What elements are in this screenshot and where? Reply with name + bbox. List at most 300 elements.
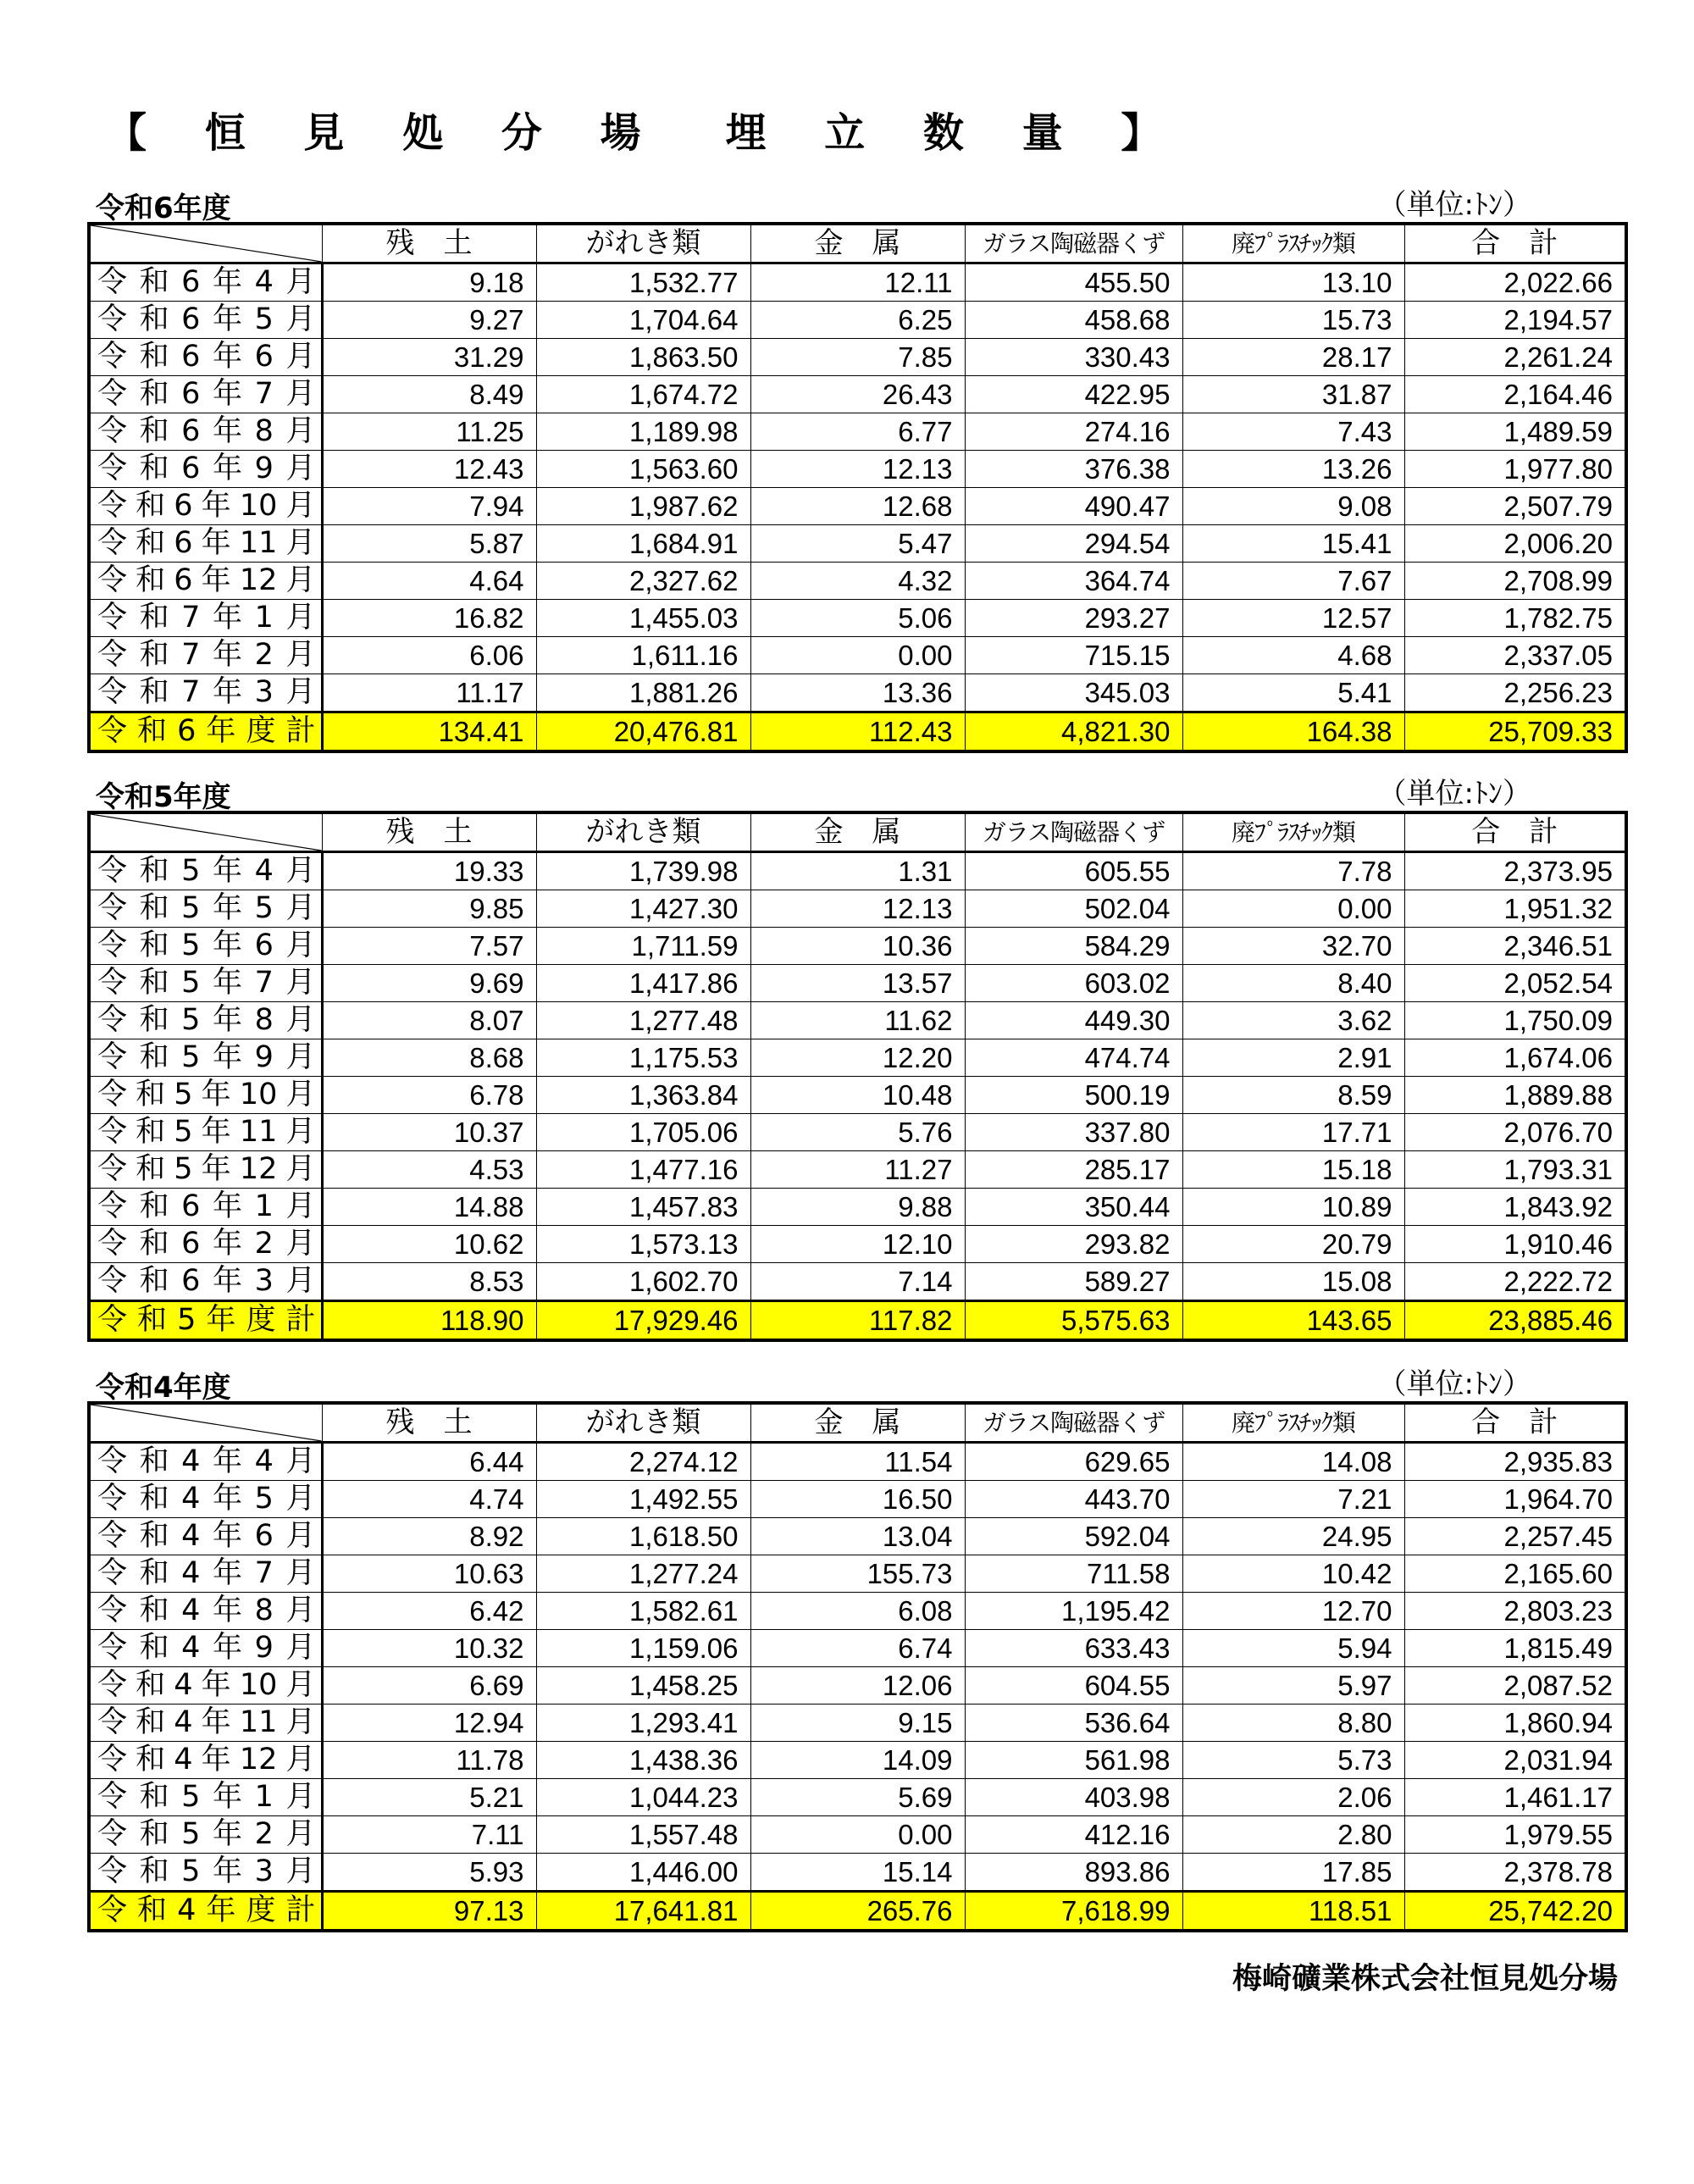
month-label: 令和5年3月: [89, 1854, 322, 1892]
month-label: 令和4年8月: [89, 1593, 322, 1630]
table-row: [89, 413, 1626, 451]
cell-value: 455.50: [965, 263, 1182, 302]
table-row: [89, 563, 1626, 600]
cell-value: 1,782.75: [1404, 600, 1626, 637]
cell-value: 1,489.59: [1404, 413, 1626, 451]
month-label: 令和7年2月: [89, 637, 322, 674]
cell-value: 6.77: [750, 413, 965, 451]
month-label: 令和4年6月: [89, 1518, 322, 1555]
cell-value: 8.59: [1182, 1077, 1404, 1114]
month-label: 令和7年3月: [89, 674, 322, 712]
landfill-table: [87, 1401, 1628, 1932]
section-header: [87, 1357, 1625, 1405]
table-row: [89, 263, 1626, 302]
table-row: [89, 1151, 1626, 1189]
landfill-table: [87, 811, 1628, 1342]
total-value: 25,742.20: [1404, 1892, 1626, 1932]
cell-value: 13.36: [750, 674, 965, 712]
table-row: [89, 1816, 1626, 1854]
table-row: [89, 1854, 1626, 1892]
cell-value: 376.38: [965, 451, 1182, 488]
cell-value: 1,044.23: [536, 1779, 750, 1816]
total-value: 164.38: [1182, 712, 1404, 752]
cell-value: 14.88: [322, 1189, 536, 1226]
landfill-table: [87, 222, 1628, 753]
total-value: 134.41: [322, 712, 536, 752]
month-label: 令和4年7月: [89, 1555, 322, 1593]
column-header: 金 属: [750, 812, 965, 852]
month-label: 令和4年10月: [89, 1667, 322, 1705]
total-value: 17,929.46: [536, 1301, 750, 1341]
cell-value: 403.98: [965, 1779, 1182, 1816]
cell-value: 7.94: [322, 488, 536, 525]
cell-value: 4.68: [1182, 637, 1404, 674]
month-label: 令和6年10月: [89, 488, 322, 525]
column-header: 廃ﾌﾟﾗｽﾁｯｸ類: [1182, 1403, 1404, 1443]
cell-value: 12.68: [750, 488, 965, 525]
cell-value: 589.27: [965, 1263, 1182, 1301]
fiscal-year-label: 令和6年度: [96, 191, 231, 225]
column-header: 残 土: [322, 224, 536, 263]
month-label: 令和5年11月: [89, 1114, 322, 1151]
section-header: [87, 767, 1625, 814]
column-header: 合 計: [1404, 1403, 1626, 1443]
month-label: 令和5年6月: [89, 928, 322, 965]
fiscal-year-label: 令和5年度: [96, 780, 231, 814]
column-header: 廃ﾌﾟﾗｽﾁｯｸ類: [1182, 812, 1404, 852]
cell-value: 1,438.36: [536, 1742, 750, 1779]
cell-value: 1,492.55: [536, 1481, 750, 1518]
month-label: 令和5年2月: [89, 1816, 322, 1854]
cell-value: 6.69: [322, 1667, 536, 1705]
cell-value: 1,674.06: [1404, 1039, 1626, 1077]
cell-value: 12.20: [750, 1039, 965, 1077]
column-header: がれき類: [536, 224, 750, 263]
cell-value: 10.48: [750, 1077, 965, 1114]
total-label: 令和4年度計: [89, 1892, 322, 1932]
cell-value: 11.54: [750, 1443, 965, 1481]
cell-value: 12.06: [750, 1667, 965, 1705]
header-row: [89, 1403, 1626, 1443]
table-row: [89, 1705, 1626, 1742]
total-value: 112.43: [750, 712, 965, 752]
table-row: [89, 1443, 1626, 1481]
cell-value: 8.68: [322, 1039, 536, 1077]
total-value: 118.51: [1182, 1892, 1404, 1932]
cell-value: 1,739.98: [536, 852, 750, 890]
total-value: 25,709.33: [1404, 712, 1626, 752]
column-header: 金 属: [750, 1403, 965, 1443]
column-header: がれき類: [536, 812, 750, 852]
cell-value: 1,881.26: [536, 674, 750, 712]
cell-value: 1,860.94: [1404, 1705, 1626, 1742]
table-row: [89, 339, 1626, 376]
cell-value: 7.67: [1182, 563, 1404, 600]
cell-value: 9.18: [322, 263, 536, 302]
cell-value: 12.10: [750, 1226, 965, 1263]
cell-value: 2,165.60: [1404, 1555, 1626, 1593]
cell-value: 1,618.50: [536, 1518, 750, 1555]
header-row: [89, 812, 1626, 852]
cell-value: 10.32: [322, 1630, 536, 1667]
cell-value: 715.15: [965, 637, 1182, 674]
total-value: 118.90: [322, 1301, 536, 1341]
table-row: [89, 1077, 1626, 1114]
month-label: 令和6年8月: [89, 413, 322, 451]
month-label: 令和4年9月: [89, 1630, 322, 1667]
cell-value: 1,477.16: [536, 1151, 750, 1189]
month-label: 令和4年11月: [89, 1705, 322, 1742]
cell-value: 711.58: [965, 1555, 1182, 1593]
cell-value: 2,327.62: [536, 563, 750, 600]
cell-value: 2,337.05: [1404, 637, 1626, 674]
cell-value: 8.92: [322, 1518, 536, 1555]
cell-value: 6.42: [322, 1593, 536, 1630]
cell-value: 350.44: [965, 1189, 1182, 1226]
cell-value: 16.50: [750, 1481, 965, 1518]
corner-cell: [89, 812, 322, 852]
column-header: 合 計: [1404, 812, 1626, 852]
cell-value: 7.78: [1182, 852, 1404, 890]
cell-value: 1,705.06: [536, 1114, 750, 1151]
cell-value: 2,803.23: [1404, 1593, 1626, 1630]
cell-value: 15.41: [1182, 525, 1404, 563]
cell-value: 15.08: [1182, 1263, 1404, 1301]
cell-value: 4.32: [750, 563, 965, 600]
cell-value: 500.19: [965, 1077, 1182, 1114]
cell-value: 4.74: [322, 1481, 536, 1518]
month-label: 令和6年1月: [89, 1189, 322, 1226]
cell-value: 17.85: [1182, 1854, 1404, 1892]
cell-value: 11.25: [322, 413, 536, 451]
fiscal-year-label: 令和4年度: [96, 1371, 231, 1405]
month-label: 令和5年7月: [89, 965, 322, 1002]
cell-value: 31.29: [322, 339, 536, 376]
total-value: 265.76: [750, 1892, 965, 1932]
cell-value: 330.43: [965, 339, 1182, 376]
cell-value: 9.88: [750, 1189, 965, 1226]
month-label: 令和5年4月: [89, 852, 322, 890]
cell-value: 13.04: [750, 1518, 965, 1555]
cell-value: 10.89: [1182, 1189, 1404, 1226]
cell-value: 12.43: [322, 451, 536, 488]
table-row: [89, 1226, 1626, 1263]
cell-value: 2,076.70: [1404, 1114, 1626, 1151]
table-row: [89, 600, 1626, 637]
cell-value: 2,031.94: [1404, 1742, 1626, 1779]
column-header: ガラス陶磁器くず: [965, 1403, 1182, 1443]
cell-value: 561.98: [965, 1742, 1182, 1779]
total-value: 20,476.81: [536, 712, 750, 752]
cell-value: 1,457.83: [536, 1189, 750, 1226]
cell-value: 474.74: [965, 1039, 1182, 1077]
cell-value: 1,563.60: [536, 451, 750, 488]
cell-value: 2,022.66: [1404, 263, 1626, 302]
cell-value: 2,087.52: [1404, 1667, 1626, 1705]
cell-value: 9.27: [322, 302, 536, 339]
section-header: [87, 178, 1625, 225]
cell-value: 294.54: [965, 525, 1182, 563]
cell-value: 443.70: [965, 1481, 1182, 1518]
table-row: [89, 674, 1626, 712]
cell-value: 2,274.12: [536, 1443, 750, 1481]
page-title: 【 恒 見 処 分 場 埋 立 数 量 】: [106, 109, 1184, 157]
cell-value: 24.95: [1182, 1518, 1404, 1555]
total-row: [89, 712, 1626, 752]
cell-value: 1,951.32: [1404, 890, 1626, 928]
cell-value: 502.04: [965, 890, 1182, 928]
cell-value: 364.74: [965, 563, 1182, 600]
table-row: [89, 1518, 1626, 1555]
cell-value: 5.69: [750, 1779, 965, 1816]
total-value: 143.65: [1182, 1301, 1404, 1341]
cell-value: 16.82: [322, 600, 536, 637]
cell-value: 2,222.72: [1404, 1263, 1626, 1301]
total-value: 23,885.46: [1404, 1301, 1626, 1341]
table-row: [89, 1555, 1626, 1593]
cell-value: 1,711.59: [536, 928, 750, 965]
cell-value: 6.78: [322, 1077, 536, 1114]
cell-value: 2,256.23: [1404, 674, 1626, 712]
cell-value: 1,573.13: [536, 1226, 750, 1263]
cell-value: 2,708.99: [1404, 563, 1626, 600]
cell-value: 1,889.88: [1404, 1077, 1626, 1114]
cell-value: 5.93: [322, 1854, 536, 1892]
cell-value: 422.95: [965, 376, 1182, 413]
cell-value: 592.04: [965, 1518, 1182, 1555]
table-row: [89, 1189, 1626, 1226]
cell-value: 13.57: [750, 965, 965, 1002]
cell-value: 5.73: [1182, 1742, 1404, 1779]
company-name: 梅崎礦業株式会社恒見処分場: [1232, 1962, 1618, 1996]
table-row: [89, 637, 1626, 674]
total-value: 5,575.63: [965, 1301, 1182, 1341]
cell-value: 12.13: [750, 890, 965, 928]
cell-value: 5.87: [322, 525, 536, 563]
cell-value: 2,052.54: [1404, 965, 1626, 1002]
cell-value: 536.64: [965, 1705, 1182, 1742]
cell-value: 10.62: [322, 1226, 536, 1263]
cell-value: 1,461.17: [1404, 1779, 1626, 1816]
month-label: 令和5年5月: [89, 890, 322, 928]
cell-value: 449.30: [965, 1002, 1182, 1039]
cell-value: 17.71: [1182, 1114, 1404, 1151]
cell-value: 1,277.24: [536, 1555, 750, 1593]
table-row: [89, 525, 1626, 563]
cell-value: 11.17: [322, 674, 536, 712]
cell-value: 1,293.41: [536, 1705, 750, 1742]
cell-value: 20.79: [1182, 1226, 1404, 1263]
cell-value: 9.69: [322, 965, 536, 1002]
total-value: 7,618.99: [965, 1892, 1182, 1932]
month-label: 令和6年2月: [89, 1226, 322, 1263]
cell-value: 412.16: [965, 1816, 1182, 1854]
unit-label: （単位:ﾄﾝ）: [1377, 1367, 1531, 1401]
month-label: 令和5年9月: [89, 1039, 322, 1077]
cell-value: 155.73: [750, 1555, 965, 1593]
table-row: [89, 1114, 1626, 1151]
table-row: [89, 1630, 1626, 1667]
cell-value: 26.43: [750, 376, 965, 413]
cell-value: 1,195.42: [965, 1593, 1182, 1630]
cell-value: 603.02: [965, 965, 1182, 1002]
cell-value: 1,910.46: [1404, 1226, 1626, 1263]
cell-value: 605.55: [965, 852, 1182, 890]
header-row: [89, 224, 1626, 263]
cell-value: 1,455.03: [536, 600, 750, 637]
cell-value: 1,611.16: [536, 637, 750, 674]
cell-value: 1,815.49: [1404, 1630, 1626, 1667]
total-row: [89, 1892, 1626, 1932]
cell-value: 1,843.92: [1404, 1189, 1626, 1226]
cell-value: 31.87: [1182, 376, 1404, 413]
cell-value: 10.36: [750, 928, 965, 965]
cell-value: 1,446.00: [536, 1854, 750, 1892]
cell-value: 1,987.62: [536, 488, 750, 525]
cell-value: 8.49: [322, 376, 536, 413]
total-row: [89, 1301, 1626, 1341]
column-header: 残 土: [322, 1403, 536, 1443]
cell-value: 5.21: [322, 1779, 536, 1816]
cell-value: 14.09: [750, 1742, 965, 1779]
table-row: [89, 1742, 1626, 1779]
cell-value: 5.41: [1182, 674, 1404, 712]
cell-value: 10.63: [322, 1555, 536, 1593]
cell-value: 633.43: [965, 1630, 1182, 1667]
cell-value: 14.08: [1182, 1443, 1404, 1481]
cell-value: 2.91: [1182, 1039, 1404, 1077]
column-header: 合 計: [1404, 224, 1626, 263]
cell-value: 1,977.80: [1404, 451, 1626, 488]
cell-value: 5.47: [750, 525, 965, 563]
month-label: 令和6年5月: [89, 302, 322, 339]
cell-value: 7.11: [322, 1816, 536, 1854]
cell-value: 2,261.24: [1404, 339, 1626, 376]
cell-value: 12.94: [322, 1705, 536, 1742]
cell-value: 1,557.48: [536, 1816, 750, 1854]
cell-value: 1,602.70: [536, 1263, 750, 1301]
cell-value: 6.44: [322, 1443, 536, 1481]
cell-value: 2,257.45: [1404, 1518, 1626, 1555]
cell-value: 2,507.79: [1404, 488, 1626, 525]
table-row: [89, 1593, 1626, 1630]
cell-value: 8.80: [1182, 1705, 1404, 1742]
month-label: 令和6年3月: [89, 1263, 322, 1301]
cell-value: 5.94: [1182, 1630, 1404, 1667]
cell-value: 274.16: [965, 413, 1182, 451]
cell-value: 629.65: [965, 1443, 1182, 1481]
total-value: 17,641.81: [536, 1892, 750, 1932]
table-row: [89, 965, 1626, 1002]
table-row: [89, 488, 1626, 525]
month-label: 令和6年6月: [89, 339, 322, 376]
month-label: 令和5年8月: [89, 1002, 322, 1039]
cell-value: 1,417.86: [536, 965, 750, 1002]
cell-value: 7.43: [1182, 413, 1404, 451]
cell-value: 1.31: [750, 852, 965, 890]
cell-value: 7.85: [750, 339, 965, 376]
cell-value: 8.40: [1182, 965, 1404, 1002]
table-row: [89, 451, 1626, 488]
table-row: [89, 1263, 1626, 1301]
column-header: ガラス陶磁器くず: [965, 812, 1182, 852]
cell-value: 1,189.98: [536, 413, 750, 451]
cell-value: 6.06: [322, 637, 536, 674]
total-value: 97.13: [322, 1892, 536, 1932]
diagonal-line: [91, 1405, 322, 1441]
column-header: 金 属: [750, 224, 965, 263]
cell-value: 2,378.78: [1404, 1854, 1626, 1892]
table-row: [89, 1779, 1626, 1816]
cell-value: 6.08: [750, 1593, 965, 1630]
month-label: 令和5年1月: [89, 1779, 322, 1816]
cell-value: 8.07: [322, 1002, 536, 1039]
cell-value: 1,684.91: [536, 525, 750, 563]
cell-value: 15.73: [1182, 302, 1404, 339]
cell-value: 2.80: [1182, 1816, 1404, 1854]
cell-value: 345.03: [965, 674, 1182, 712]
table-row: [89, 852, 1626, 890]
cell-value: 1,750.09: [1404, 1002, 1626, 1039]
cell-value: 9.85: [322, 890, 536, 928]
cell-value: 0.00: [750, 637, 965, 674]
cell-value: 337.80: [965, 1114, 1182, 1151]
table-row: [89, 890, 1626, 928]
month-label: 令和7年1月: [89, 600, 322, 637]
cell-value: 1,964.70: [1404, 1481, 1626, 1518]
unit-label: （単位:ﾄﾝ）: [1377, 188, 1531, 222]
cell-value: 4.64: [322, 563, 536, 600]
cell-value: 285.17: [965, 1151, 1182, 1189]
total-label: 令和6年度計: [89, 712, 322, 752]
total-value: 4,821.30: [965, 712, 1182, 752]
cell-value: 293.27: [965, 600, 1182, 637]
month-label: 令和5年12月: [89, 1151, 322, 1189]
cell-value: 11.78: [322, 1742, 536, 1779]
cell-value: 293.82: [965, 1226, 1182, 1263]
section-0: [87, 178, 1625, 753]
diagonal-line: [91, 225, 322, 262]
table-row: [89, 376, 1626, 413]
cell-value: 2,935.83: [1404, 1443, 1626, 1481]
cell-value: 2,373.95: [1404, 852, 1626, 890]
total-label: 令和5年度計: [89, 1301, 322, 1341]
cell-value: 5.06: [750, 600, 965, 637]
table-row: [89, 1667, 1626, 1705]
cell-value: 12.70: [1182, 1593, 1404, 1630]
month-label: 令和6年7月: [89, 376, 322, 413]
cell-value: 584.29: [965, 928, 1182, 965]
cell-value: 10.37: [322, 1114, 536, 1151]
cell-value: 7.57: [322, 928, 536, 965]
cell-value: 15.18: [1182, 1151, 1404, 1189]
cell-value: 3.62: [1182, 1002, 1404, 1039]
unit-label: （単位:ﾄﾝ）: [1377, 777, 1531, 811]
month-label: 令和6年11月: [89, 525, 322, 563]
cell-value: 2,006.20: [1404, 525, 1626, 563]
cell-value: 12.57: [1182, 600, 1404, 637]
cell-value: 2,346.51: [1404, 928, 1626, 965]
cell-value: 2,164.46: [1404, 376, 1626, 413]
cell-value: 4.53: [322, 1151, 536, 1189]
cell-value: 1,863.50: [536, 339, 750, 376]
cell-value: 32.70: [1182, 928, 1404, 965]
column-header: ガラス陶磁器くず: [965, 224, 1182, 263]
cell-value: 1,979.55: [1404, 1816, 1626, 1854]
cell-value: 2.06: [1182, 1779, 1404, 1816]
column-header: 残 土: [322, 812, 536, 852]
cell-value: 0.00: [1182, 890, 1404, 928]
